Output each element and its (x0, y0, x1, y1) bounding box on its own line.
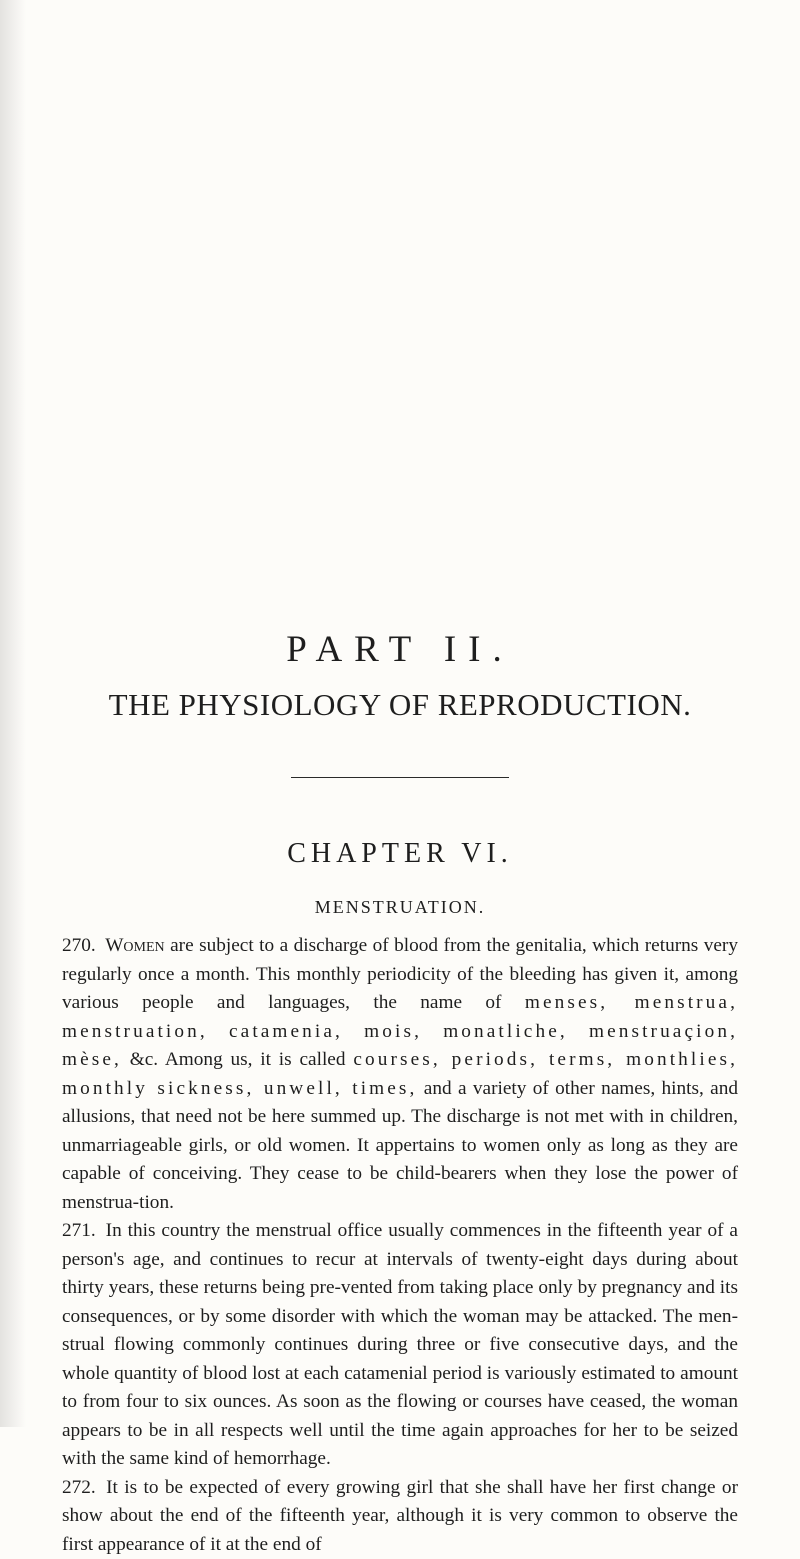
paragraph-lead: Women (105, 935, 164, 956)
spaced-term-list: courses, periods, terms, monthlies, monthly sickness, unwell, times, (62, 1049, 738, 1099)
section-heading: MENSTRUATION. (0, 895, 800, 919)
spaced-term-list: menses, menstrua, menstruation, catamenia, mois, monatliche, menstruaçion, mèse, (62, 992, 738, 1070)
chapter-heading: CHAPTER VI. (0, 836, 800, 872)
part-heading: PART II. (0, 628, 800, 672)
paragraph-271 (62, 1217, 738, 1474)
paragraph-text: It is to be expected of every growing girl that she shall have her first change or show about the end of the fifteenth year, although it is very common to observe the first appearance of it at the end of (62, 1477, 738, 1555)
paragraph-number: 271. (62, 1220, 96, 1241)
paragraph-number: 272. (62, 1477, 96, 1498)
paragraph-272 (62, 1474, 738, 1559)
divider-rule (291, 777, 509, 778)
paragraph-text: and a variety of other names, hints, and allusions, that need not be here summed up. The discharge is not met with in children, unmarriageable girls, or old women. It appertains to women only as long as they are capable of conceiving. They cease to be child-bearers when they lose the power of menstrua-tion. (62, 1078, 738, 1213)
book-title: THE PHYSIOLOGY OF REPRODUCTION. (0, 685, 800, 725)
paragraph-text: are subject to a discharge of blood from the genitalia, which returns very regularly once a month. This monthly periodicity of the bleeding has given it, among various people and languages, the name of (62, 935, 738, 1013)
body-text (62, 932, 738, 1559)
paragraph-270 (62, 932, 738, 1217)
paragraph-text: In this country the menstrual office usually commences in the fifteenth year of a person's age, and continues to recur at intervals of twenty-eight days during about thirty years, these returns being pre-vented from taking place only by pregnancy and its consequences, or by some disorder with which the woman may be attacked. The men-strual flowing commonly continues during three or five consecutive days, and the whole quantity of blood lost at each catamenial period is variously estimated to amount to from four to six ounces. As soon as the flowing or courses have ceased, the woman appears to be in all respects well until the time again approaches for her to be seized with the same kind of hemorrhage. (62, 1220, 738, 1469)
paragraph-text: &c. Among us, it is called (122, 1049, 353, 1070)
paragraph-number: 270. (62, 935, 96, 956)
